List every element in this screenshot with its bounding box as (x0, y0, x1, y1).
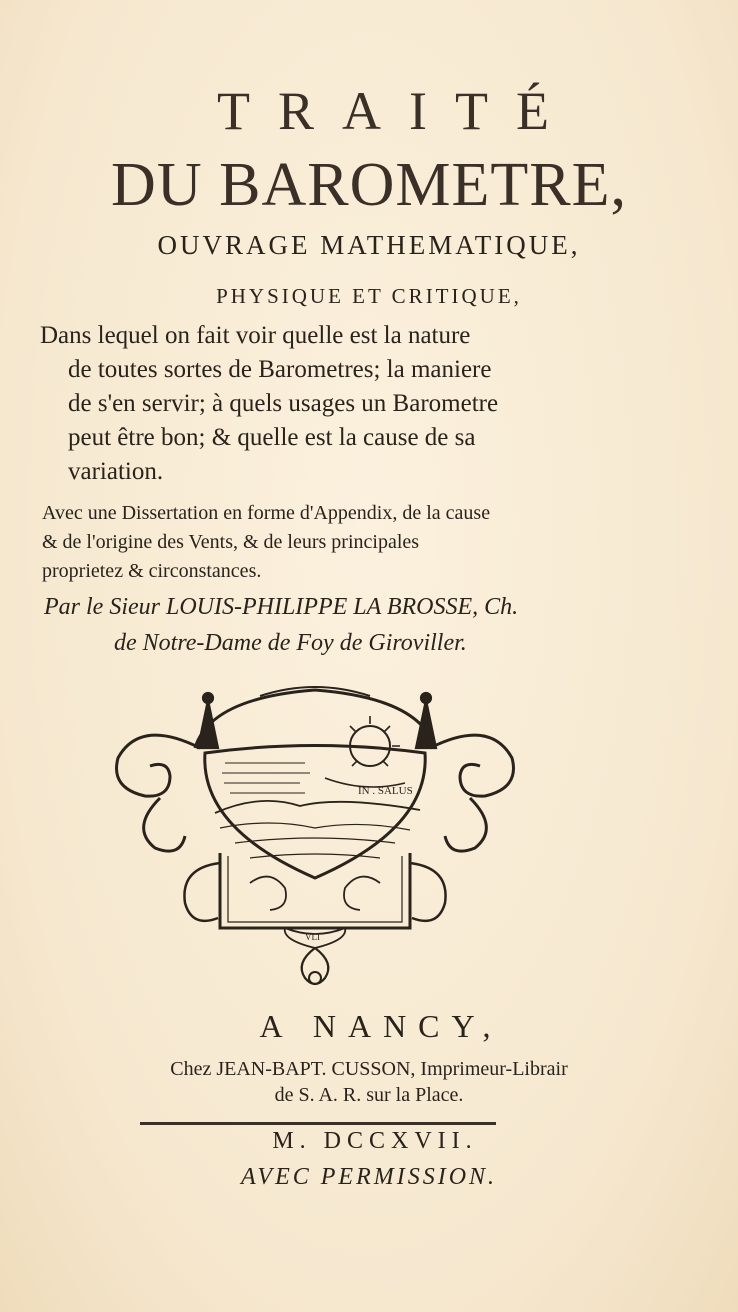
imprint-permission: AVEC PERMISSION. (240, 1164, 498, 1190)
appendix-line-2: & de l'origine des Vents, & de leurs principales (42, 531, 420, 553)
title-line-1: TRAITÉ (217, 81, 577, 141)
printer-vignette (100, 678, 530, 998)
description-line-3: de s'en servir; à quels usages un Barometre (68, 390, 499, 417)
author-line-1: Par le Sieur LOUIS-PHILIPPE LA BROSSE, Ch. (44, 594, 519, 620)
imprint-printer-line-2: de S. A. R. sur la Place. (274, 1084, 464, 1106)
imprint-printer-line-1: Chez JEAN-BAPT. CUSSON, Imprimeur-Librair (170, 1058, 568, 1080)
title-line-2: DU BAROMETRE, (111, 151, 627, 219)
imprint-year: M. DCCXVII. (272, 1128, 478, 1154)
description-line-4: peut être bon; & quelle est la cause de sa (68, 424, 476, 451)
appendix-line-1: Avec une Dissertation en forme d'Appendix, de la cause (42, 502, 491, 524)
vignette-motto: IN . SALUS (358, 785, 413, 797)
divider-rule (140, 1122, 496, 1125)
imprint-place: A NANCY, (259, 1008, 503, 1044)
description-line-2: de toutes sortes de Barometres; la maniere (68, 356, 492, 383)
appendix-line-3: proprietez & circonstances. (42, 560, 262, 582)
vignette-banner: VLI (305, 932, 320, 942)
description-line-5: variation. (68, 458, 164, 485)
subtitle-line-2: PHYSIQUE ET CRITIQUE, (216, 284, 522, 308)
subtitle-line-1: OUVRAGE MATHEMATIQUE, (157, 230, 581, 260)
description-line-1: Dans lequel on fait voir quelle est la nature (40, 322, 471, 349)
author-line-2: de Notre-Dame de Foy de Giroviller. (114, 630, 467, 656)
